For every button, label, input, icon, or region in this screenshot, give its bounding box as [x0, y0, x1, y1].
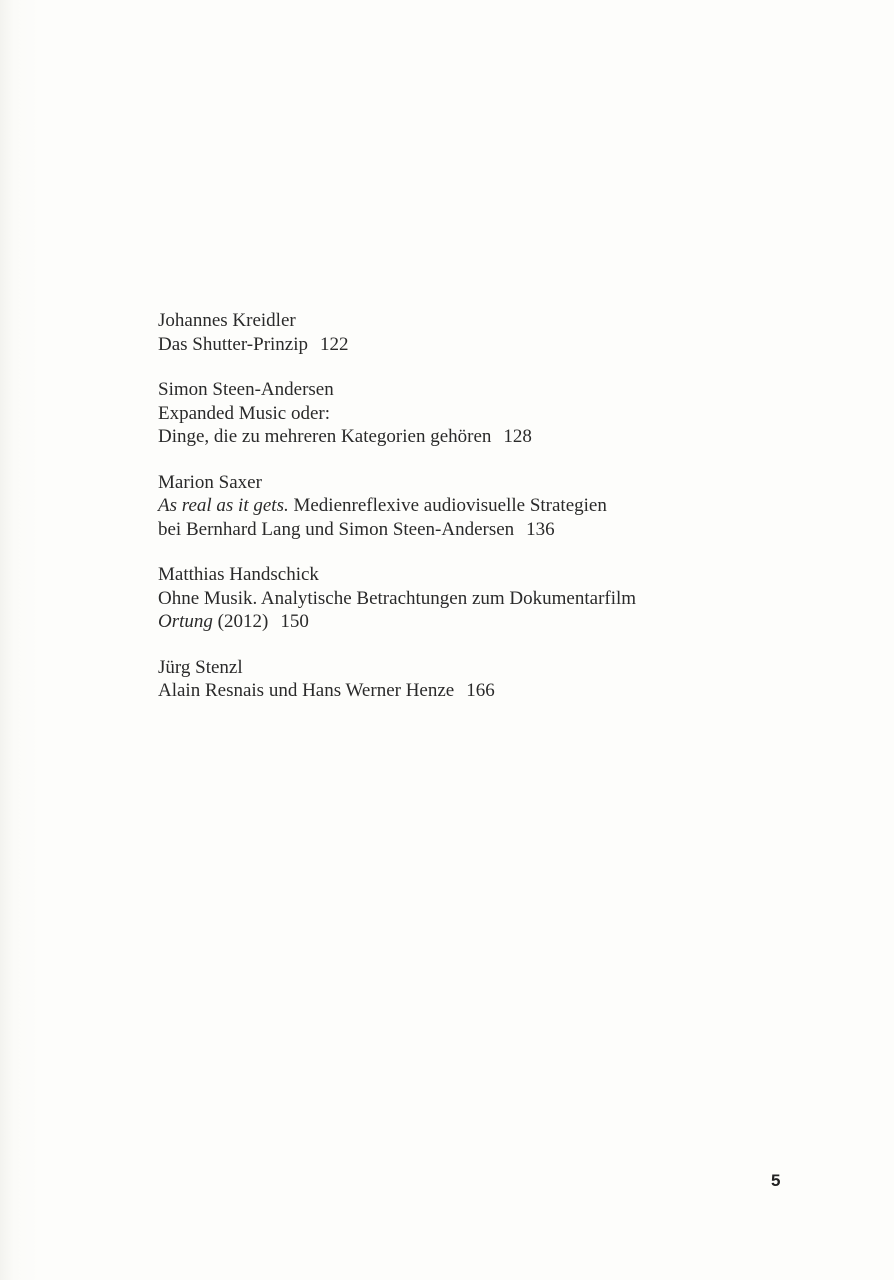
toc-entry-kreidler [158, 309, 858, 356]
toc-author: Matthias Handschick [158, 564, 319, 585]
toc-page-number: 166 [466, 680, 495, 701]
page-number: 5 [771, 1171, 781, 1190]
toc-entry-handschick [158, 563, 858, 634]
toc-title-text: bei Bernhard Lang und Simon Steen-Andersen [158, 518, 515, 540]
toc-title-line [158, 333, 858, 357]
toc-title-line [158, 494, 858, 518]
toc-title-line [158, 610, 858, 634]
toc-author: Simon Steen-Andersen [158, 379, 334, 400]
toc-page-number: 122 [320, 333, 349, 355]
toc-title-line [158, 518, 858, 542]
toc-author: Johannes Kreidler [158, 310, 296, 331]
toc-title-line: Expanded Music oder: [158, 402, 331, 424]
toc-entry-steen-andersen [158, 378, 858, 449]
toc-title-text: Medienreflexive audiovisuelle Strategien [293, 495, 607, 516]
toc-title-text: Dinge, die zu mehreren Kategorien gehören [158, 426, 492, 447]
toc-author: Marion Saxer [158, 471, 262, 493]
toc-page-number: 128 [503, 426, 532, 447]
toc-title-text: Alain Resnais und Hans Werner Henze [158, 680, 455, 701]
toc-title-text: Das Shutter-Prinzip [158, 333, 309, 355]
toc-entry-stenzl [158, 656, 858, 703]
toc-title-tail: (2012) [217, 611, 269, 632]
toc-title-italic: Ortung [158, 611, 213, 632]
toc-title-line: Ohne Musik. Analytische Betrachtungen zum Dokumentarfilm [158, 587, 637, 609]
toc-page-number: 136 [526, 518, 555, 540]
toc-page-number: 150 [280, 611, 309, 632]
toc-title-line [158, 679, 858, 703]
toc-entry-saxer [158, 471, 858, 542]
toc-title-line [158, 425, 858, 449]
toc-title-italic: As real as it gets. [158, 495, 289, 516]
toc-author: Jürg Stenzl [158, 656, 243, 678]
table-of-contents [158, 309, 858, 725]
